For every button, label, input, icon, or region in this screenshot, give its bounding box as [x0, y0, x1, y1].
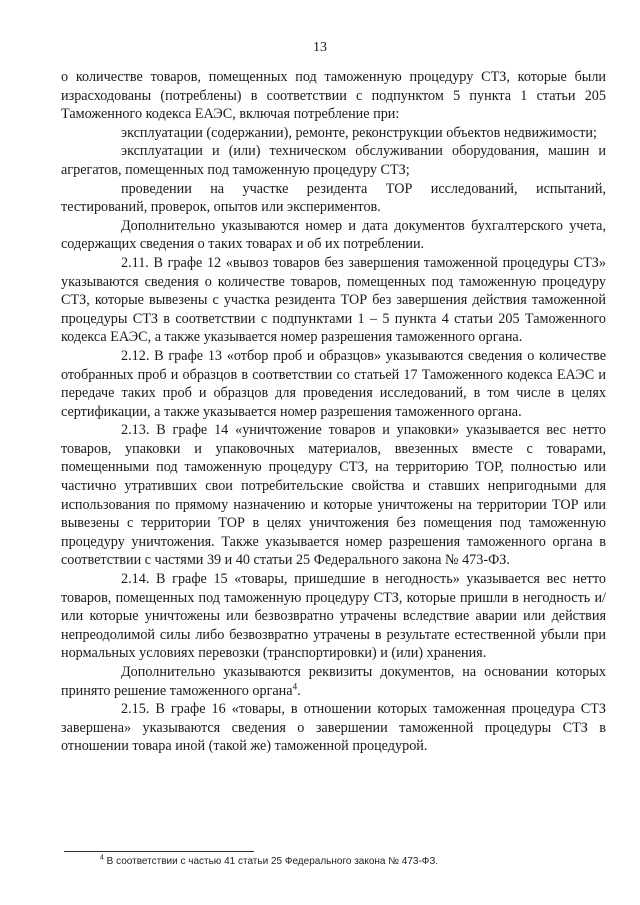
footnote — [100, 855, 600, 868]
paragraph: 2.14. В графе 15 «товары, пришедшие в негодность» указывается вес нетто товаров, помещенных под таможенную процедуру СТЗ, которые пришли в негодность и/или которые уничтожены или безвозвратно утрачены вследствие аварии или действия непреодолимой силы либо безвозвратно утрачены в результате естественной убыли при нормальных условиях перевозки (транспортировки) и (или) хранения. — [61, 571, 606, 662]
paragraph: о количестве товаров, помещенных под таможенную процедуру СТЗ, которые были израсходованы (потреблены) в соответствии с подпунктом 5 пункта 1 статьи 205 Таможенного кодекса ЕАЭС, включая потребление при: — [61, 69, 606, 123]
paragraph: 2.11. В графе 12 «вывоз товаров без завершения таможенной процедуры СТЗ» указываются сведения о количестве товаров, помещенных под таможенную процедуру СТЗ, которые вывезены с участка резидента ТОР без завершения действия таможенной процедуры СТЗ в соответствии с подпунктами 1 – 5 пункта 4 статьи 205 Таможенного кодекса ЕАЭС, а также указывается номер разрешения таможенного органа. — [61, 254, 606, 346]
paragraph: 2.12. В графе 13 «отбор проб и образцов» указываются сведения о количестве отобранных проб и образцов в соответствии со статьей 17 Таможенного кодекса ЕАЭС и передаче таких проб и образцов для проведения исследований, в том числе в целях сертификации, а также указывается номер разрешения таможенного органа. — [61, 347, 606, 420]
paragraph: проведении на участке резидента ТОР исследований, испытаний, тестирований, проверок, опытов или экспериментов. — [61, 180, 606, 216]
footnote-marker: 4 — [100, 854, 104, 862]
paragraph: эксплуатации и (или) техническом обслуживании оборудования, машин и агрегатов, помещенных под таможенную процедуру СТЗ; — [61, 143, 606, 178]
paragraph-with-footnote-ref — [61, 663, 606, 700]
footnote-reference: 4 — [292, 680, 298, 691]
paragraph-tail: . — [297, 682, 301, 699]
footnote-text: В соответствии с частью 41 статьи 25 Федерального закона № 473-ФЗ. — [103, 856, 439, 867]
paragraph-text: Дополнительно указываются реквизиты документов, на основании которых принято решение таможенного органа — [61, 664, 606, 699]
paragraph: эксплуатации (содержании), ремонте, реконструкции объектов недвижимости; — [121, 124, 597, 141]
paragraph: 2.15. В графе 16 «товары, в отношении которых таможенная процедура СТЗ завершена» указываются сведения о завершении таможенной процедуры СТЗ в отношении товара иной (такой же) таможенной процедурой. — [61, 701, 606, 755]
footnote-divider — [64, 851, 254, 852]
body-text — [61, 68, 606, 756]
paragraph: Дополнительно указываются номер и дата документов бухгалтерского учета, содержащих сведения о таких товарах и об их потреблении. — [61, 217, 606, 253]
page-number: 13 — [313, 40, 327, 55]
paragraph: 2.13. В графе 14 «уничтожение товаров и упаковки» указывается вес нетто товаров, упаковки и упаковочных материалов, ввезенных вместе с товарами, помещенными под таможенную процедуру СТЗ, на территорию ТОР, полностью или частично утративших свои потребительские свойства и ставших непригодными для использования по прямому назначению и которые уничтожены на территории ТОР или вывезены с территории ТОР в целях уничтожения без помещения под таможенную процедуру уничтожения. Также указывается номер разрешения таможенного органа в соответствии с частями 39 и 40 статьи 25 Федерального закона № 473-ФЗ. — [61, 422, 606, 569]
